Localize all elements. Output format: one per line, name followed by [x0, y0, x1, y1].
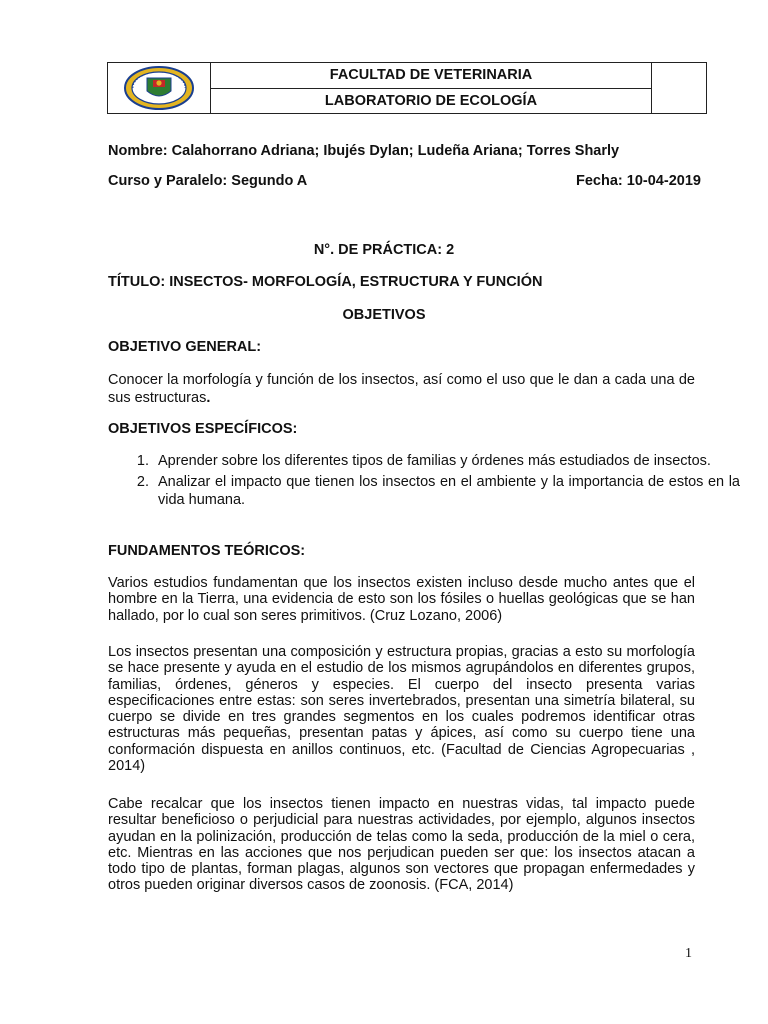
logo-cell: [108, 63, 211, 114]
names-line: [108, 143, 619, 159]
practice-number-label: N°. DE PRÁCTICA: [313, 242, 438, 258]
lab-title: LABORATORIO DE ECOLOGÍA: [211, 88, 652, 114]
university-seal-icon: [123, 65, 195, 111]
theory-paragraph-3: Cabe recalcar que los insectos tienen impacto en nuestras vidas, tal impacto puede resultar beneficioso o perjudicial para nuestras actividades, por ejemplo, algunos insectos ayudan en la polinización, producción de telas como la seda, producción de la miel o cera, etc. Mientras en las acciones que nos perjudican pueden ser que: los insectos atacan a todo tipo de plantas, forman plagas, algunos son vectores que propagan enfermedades y otros pueden originar diversos casos de zoonosis. (FCA, 2014): [108, 796, 695, 894]
page-number: 1: [685, 946, 692, 961]
general-objective-period: .: [206, 390, 211, 406]
specific-objectives-list: [108, 452, 740, 510]
date-line: [576, 173, 701, 189]
practice-title: TÍTULO: INSECTOS- MORFOLOGÍA, ESTRUCTURA Y FUNCIÓN: [108, 274, 543, 290]
specific-objectives-heading: OBJETIVOS ESPECÍFICOS:: [108, 421, 298, 437]
header-table: [107, 62, 707, 114]
names-label: Nombre:: [108, 143, 168, 159]
names-value: Calahorrano Adriana; Ibujés Dylan; Ludeña Ariana; Torres Sharly: [171, 143, 620, 159]
course-value: Segundo A: [231, 173, 308, 189]
list-item: 1. Aprender sobre los diferentes tipos de familias y órdenes más estudiados de insectos.: [153, 452, 740, 471]
date-label: Fecha: [576, 173, 618, 189]
general-objective-body: Conocer la morfología y función de los insectos, así como el uso que le dan a cada una de sus estructuras: [108, 372, 695, 406]
faculty-title: FACULTAD DE VETERINARIA: [211, 63, 652, 89]
course-line: [108, 173, 307, 189]
date-value: : 10-04-2019: [617, 173, 701, 189]
practice-number-value: : 2: [437, 242, 455, 258]
theory-paragraph-1: Varios estudios fundamentan que los insectos existen incluso desde mucho antes que el hombre en la Tierra, una evidencia de esto son los fósiles o huellas geológicas que se han hallado, por lo cual son seres primitivos. (Cruz Lozano, 2006): [108, 575, 695, 624]
header-right-cell: [652, 63, 707, 114]
general-objective-heading: OBJETIVO GENERAL:: [108, 339, 262, 355]
practice-number: [0, 242, 768, 258]
list-item: 2. Analizar el impacto que tienen los insectos en el ambiente y la importancia de estos en la vida humana.: [153, 473, 740, 510]
course-label: Curso y Paralelo:: [108, 173, 228, 189]
objectives-heading: OBJETIVOS: [342, 307, 426, 323]
general-objective-text: [108, 371, 695, 407]
theory-paragraph-2: Los insectos presentan una composición y estructura propias, gracias a esto su morfología se hace presente y ayuda en el estudio de los mismos agrupándolos en diferentes grupos, familias, órdenes, géneros y especies. El cuerpo del insecto presenta varias especificaciones entre estas: son seres invertebrados, presentan una simetría bilateral, su cuerpo se divide en tres grandes segmentos en los cuales podremos identificar otras estructuras más pequeñas, presentan patas y ápices, así como su cuerpo tiene una conformación dispuesta en anillos continuos, etc. (Facultad de Ciencias Agropecuarias , 2014): [108, 644, 695, 775]
theory-heading: FUNDAMENTOS TEÓRICOS:: [108, 543, 306, 559]
